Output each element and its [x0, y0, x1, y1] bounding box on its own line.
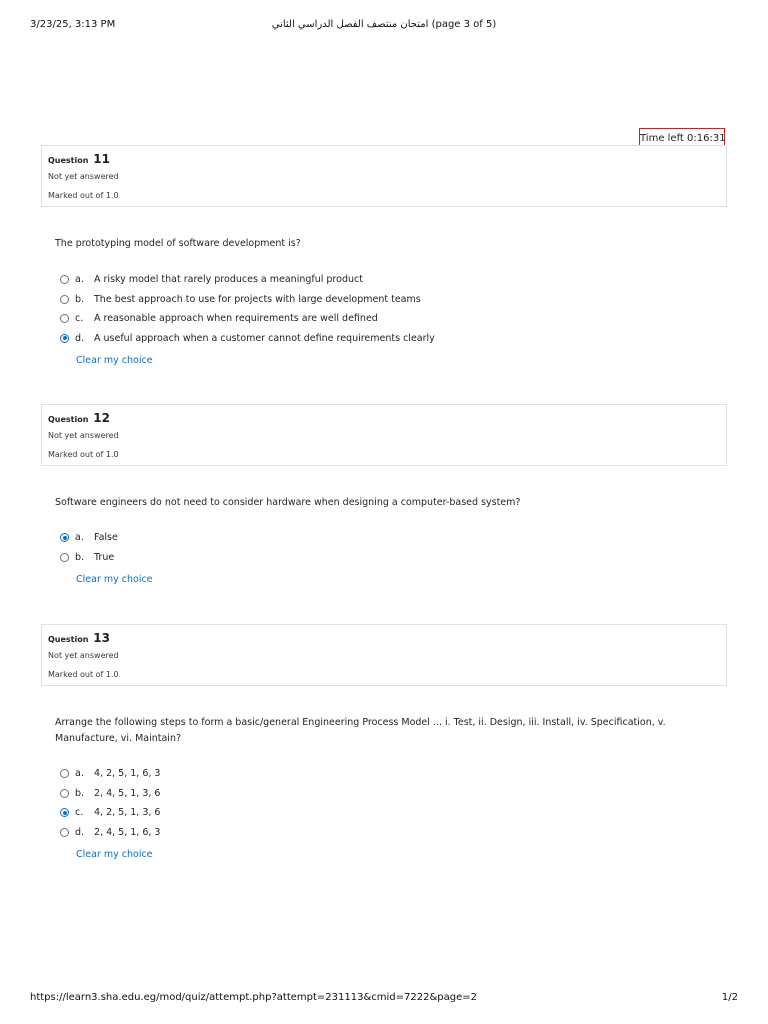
answer-text: The best approach to use for projects with large development teams — [94, 293, 421, 305]
print-datetime: 3/23/25, 3:13 PM — [30, 19, 116, 30]
answer-letter: b. — [75, 787, 85, 799]
question-state: Not yet answered — [48, 651, 119, 660]
print-header — [0, 19, 768, 33]
clear-choice-link[interactable]: Clear my choice — [76, 355, 153, 366]
answer-option-a[interactable] — [60, 528, 700, 548]
question-number-value: 13 — [93, 631, 110, 645]
radio-button[interactable] — [60, 828, 69, 837]
answer-options-11 — [60, 270, 700, 367]
answer-text: False — [94, 532, 118, 544]
question-grade: Marked out of 1.0 — [48, 450, 119, 459]
question-number — [48, 410, 720, 428]
print-page-title: امتحان منتصف الفصل الدراسي الثاني (page 3 of 5) — [271, 19, 497, 30]
question-info-12 — [41, 404, 727, 466]
question-text-12: Software engineers do not need to consider hardware when designing a computer-based system? — [55, 497, 521, 508]
answer-text: 2, 4, 5, 1, 6, 3 — [94, 826, 161, 838]
answer-letter: d. — [75, 826, 85, 838]
answer-text: A reasonable approach when requirements are well defined — [94, 313, 378, 325]
question-text-11: The prototyping model of software development is? — [55, 238, 301, 249]
radio-button[interactable] — [60, 789, 69, 798]
question-number-value: 12 — [93, 411, 110, 425]
answer-option-c[interactable] — [60, 309, 700, 329]
clear-choice-link[interactable]: Clear my choice — [76, 574, 153, 585]
question-text-13: Arrange the following steps to form a basic/general Engineering Process Model ... i. Test, ii. Design, iii. Install, iv. Specification, v. Manufacture, vi. Maintain? — [55, 717, 666, 744]
answer-letter: a. — [75, 532, 84, 544]
answer-options-13 — [60, 764, 700, 861]
answer-option-b[interactable] — [60, 548, 700, 568]
answer-options-12 — [60, 528, 700, 586]
radio-button[interactable] — [60, 553, 69, 562]
print-page-number: 1/2 — [721, 992, 738, 1003]
radio-button[interactable] — [60, 314, 69, 323]
question-info-13 — [41, 624, 727, 686]
question-label: Question — [48, 635, 89, 644]
answer-letter: a. — [75, 274, 84, 286]
radio-button-selected[interactable] — [60, 533, 69, 542]
question-grade: Marked out of 1.0 — [48, 670, 119, 679]
radio-button[interactable] — [60, 295, 69, 304]
answer-text: 4, 2, 5, 1, 3, 6 — [94, 807, 161, 819]
question-grade: Marked out of 1.0 — [48, 191, 119, 200]
answer-option-d[interactable] — [60, 329, 700, 349]
answer-option-d[interactable] — [60, 823, 700, 843]
answer-option-b[interactable] — [60, 290, 700, 310]
question-state: Not yet answered — [48, 431, 119, 440]
answer-letter: b. — [75, 293, 85, 305]
question-number — [48, 151, 720, 169]
answer-letter: b. — [75, 551, 85, 563]
answer-text: 4, 2, 5, 1, 6, 3 — [94, 768, 161, 780]
print-url: https://learn3.sha.edu.eg/mod/quiz/attempt.php?attempt=231113&cmid=7222&page=2 — [30, 992, 477, 1003]
question-number — [48, 630, 720, 648]
answer-text: 2, 4, 5, 1, 3, 6 — [94, 787, 161, 799]
answer-text: A useful approach when a customer cannot define requirements clearly — [94, 332, 435, 344]
clear-choice-link[interactable]: Clear my choice — [76, 849, 153, 860]
question-number-value: 11 — [93, 152, 110, 166]
answer-letter: c. — [75, 313, 84, 325]
question-label: Question — [48, 415, 89, 424]
radio-button-selected[interactable] — [60, 808, 69, 817]
answer-option-a[interactable] — [60, 270, 700, 290]
answer-letter: a. — [75, 768, 84, 780]
answer-option-a[interactable] — [60, 764, 700, 784]
answer-letter: c. — [75, 807, 84, 819]
answer-text: True — [94, 551, 115, 563]
radio-button-selected[interactable] — [60, 334, 69, 343]
answer-option-c[interactable] — [60, 803, 700, 823]
answer-option-b[interactable] — [60, 784, 700, 804]
quiz-timer: Time left 0:16:31 — [639, 128, 725, 149]
question-state: Not yet answered — [48, 172, 119, 181]
radio-button[interactable] — [60, 769, 69, 778]
question-label: Question — [48, 156, 89, 165]
radio-button[interactable] — [60, 275, 69, 284]
question-info-11 — [41, 145, 727, 207]
answer-letter: d. — [75, 332, 85, 344]
answer-text: A risky model that rarely produces a meaningful product — [94, 274, 363, 286]
